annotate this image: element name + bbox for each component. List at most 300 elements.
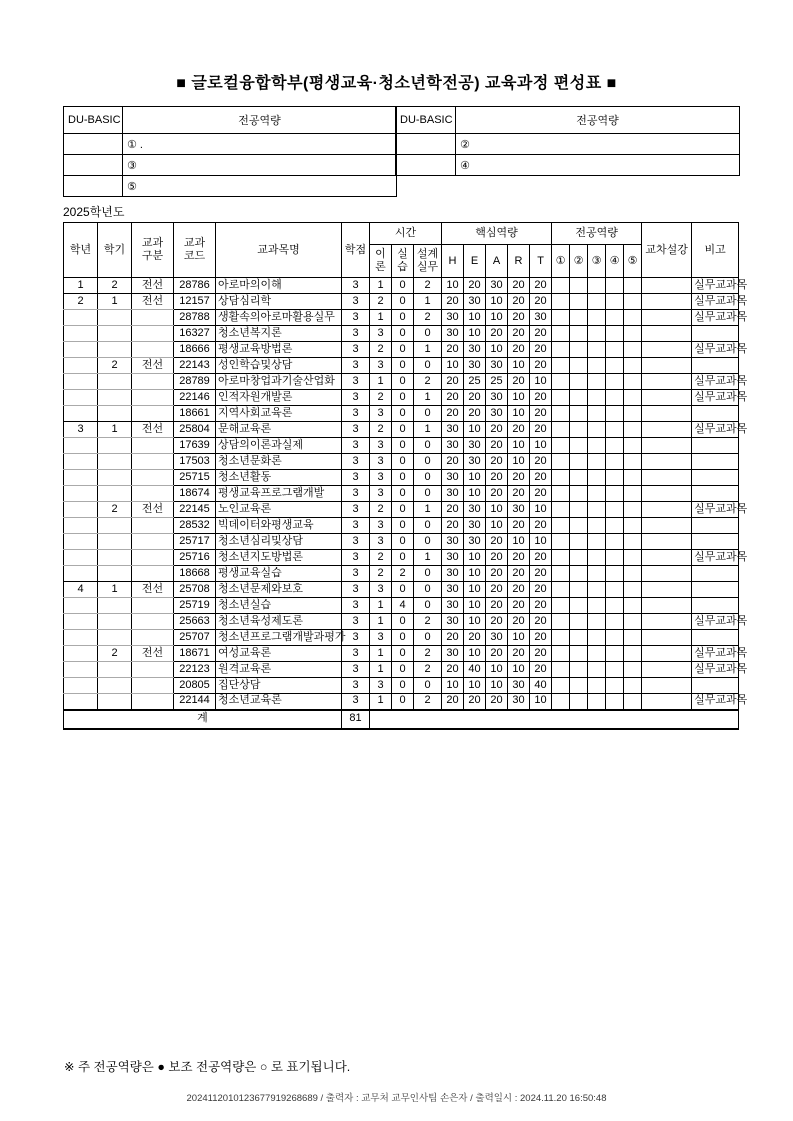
cell-core-e: 30 xyxy=(464,438,486,454)
cell-note xyxy=(692,326,739,342)
cell-major-competency-2 xyxy=(570,358,588,374)
cell-year xyxy=(64,694,98,710)
cell-semester: 2 xyxy=(98,502,132,518)
cell-design-hours: 2 xyxy=(414,374,442,390)
cell-practice-hours: 0 xyxy=(392,630,414,646)
cell-category xyxy=(132,310,174,326)
cell-major-competency-5 xyxy=(624,278,642,294)
cell-core-a: 20 xyxy=(486,646,508,662)
cell-major-competency-5 xyxy=(624,294,642,310)
cell-code: 18671 xyxy=(174,646,216,662)
cell-theory-hours: 3 xyxy=(370,406,392,422)
cell-code: 22145 xyxy=(174,502,216,518)
cell-major-competency-3 xyxy=(588,310,606,326)
cell-major-competency-1 xyxy=(552,486,570,502)
cell-major-competency-3 xyxy=(588,294,606,310)
cell-major-competency-3 xyxy=(588,342,606,358)
header-semester: 학기 xyxy=(98,223,132,278)
cell-course-name: 지역사회교육론 xyxy=(216,406,342,422)
cell-major-competency-4 xyxy=(606,614,624,630)
cell-year xyxy=(64,630,98,646)
cell-course-name: 집단상담 xyxy=(216,678,342,694)
cell-practice-hours: 0 xyxy=(392,294,414,310)
cell-practice-hours: 0 xyxy=(392,310,414,326)
course-row xyxy=(64,486,739,502)
cell-credits: 3 xyxy=(342,422,370,438)
cell-category xyxy=(132,406,174,422)
cell-course-name: 청소년문화론 xyxy=(216,454,342,470)
cell-note: 실무교과목 xyxy=(692,502,739,518)
cell-semester xyxy=(98,374,132,390)
cell-note xyxy=(692,582,739,598)
cell-credits: 3 xyxy=(342,294,370,310)
header-theory: 이 론 xyxy=(370,245,392,278)
cell-core-t: 20 xyxy=(530,294,552,310)
course-row xyxy=(64,454,739,470)
cell-semester xyxy=(98,470,132,486)
cell-category: 전선 xyxy=(132,646,174,662)
cell-core-t: 20 xyxy=(530,278,552,294)
cell-note xyxy=(692,678,739,694)
cell-theory-hours: 2 xyxy=(370,566,392,582)
cell-code: 22143 xyxy=(174,358,216,374)
cell-core-h: 30 xyxy=(442,326,464,342)
cell-core-e: 10 xyxy=(464,470,486,486)
cell-core-e: 20 xyxy=(464,630,486,646)
cell-major-competency-3 xyxy=(588,630,606,646)
cell-major-competency-2 xyxy=(570,326,588,342)
competency-table-right xyxy=(395,106,740,176)
cell-major-competency-2 xyxy=(570,422,588,438)
cell-core-r: 10 xyxy=(508,438,530,454)
cell-major-competency-5 xyxy=(624,614,642,630)
cell-major-competency-1 xyxy=(552,310,570,326)
cell-cross-listing xyxy=(642,374,692,390)
cell-design-hours: 2 xyxy=(414,614,442,630)
cell-core-r: 10 xyxy=(508,358,530,374)
cell-core-t: 40 xyxy=(530,678,552,694)
cell-core-r: 20 xyxy=(508,646,530,662)
cell-major-competency-1 xyxy=(552,358,570,374)
cell-core-t: 20 xyxy=(530,470,552,486)
cell-practice-hours: 0 xyxy=(392,694,414,710)
cell-year xyxy=(64,310,98,326)
cell-course-name: 청소년교육론 xyxy=(216,694,342,710)
du-basic-cell xyxy=(64,155,123,176)
cell-core-a: 10 xyxy=(486,502,508,518)
cell-course-name: 성인학습및상담 xyxy=(216,358,342,374)
cell-core-t: 20 xyxy=(530,326,552,342)
cell-credits: 3 xyxy=(342,550,370,566)
cell-core-t: 20 xyxy=(530,662,552,678)
cell-major-competency-5 xyxy=(624,518,642,534)
cell-design-hours: 0 xyxy=(414,326,442,342)
cell-category xyxy=(132,342,174,358)
cell-cross-listing xyxy=(642,694,692,710)
cell-core-e: 10 xyxy=(464,422,486,438)
cell-core-r: 20 xyxy=(508,518,530,534)
cell-semester xyxy=(98,342,132,358)
header-year: 학년 xyxy=(64,223,98,278)
cell-major-competency-3 xyxy=(588,406,606,422)
cell-cross-listing xyxy=(642,422,692,438)
cell-course-name: 생활속의아로마활용실무 xyxy=(216,310,342,326)
cell-core-a: 10 xyxy=(486,294,508,310)
cell-practice-hours: 0 xyxy=(392,342,414,358)
cell-core-t: 20 xyxy=(530,406,552,422)
cell-core-t: 10 xyxy=(530,694,552,710)
cell-semester: 1 xyxy=(98,294,132,310)
cell-major-competency-1 xyxy=(552,438,570,454)
cell-course-name: 청소년심리및상담 xyxy=(216,534,342,550)
cell-semester: 2 xyxy=(98,358,132,374)
cell-major-competency-4 xyxy=(606,358,624,374)
cell-code: 20805 xyxy=(174,678,216,694)
cell-major-competency-5 xyxy=(624,550,642,566)
cell-theory-hours: 3 xyxy=(370,582,392,598)
cell-theory-hours: 3 xyxy=(370,534,392,550)
total-row xyxy=(64,710,739,729)
cell-core-h: 20 xyxy=(442,662,464,678)
cell-credits: 3 xyxy=(342,566,370,582)
cell-credits: 3 xyxy=(342,646,370,662)
cell-major-competency-3 xyxy=(588,470,606,486)
cell-semester xyxy=(98,678,132,694)
cell-major-competency-5 xyxy=(624,662,642,678)
cell-core-h: 30 xyxy=(442,534,464,550)
cell-practice-hours: 0 xyxy=(392,582,414,598)
cell-core-e: 30 xyxy=(464,342,486,358)
cell-cross-listing xyxy=(642,310,692,326)
cell-credits: 3 xyxy=(342,582,370,598)
cell-major-competency-5 xyxy=(624,598,642,614)
header-code: 교과 코드 xyxy=(174,223,216,278)
cell-note: 실무교과목 xyxy=(692,550,739,566)
header-course-name: 교과목명 xyxy=(216,223,342,278)
cell-core-r: 10 xyxy=(508,390,530,406)
cell-practice-hours: 0 xyxy=(392,662,414,678)
cell-core-a: 20 xyxy=(486,454,508,470)
cell-major-competency-2 xyxy=(570,550,588,566)
cell-year xyxy=(64,406,98,422)
cell-major-competency-5 xyxy=(624,630,642,646)
cell-note: 실무교과목 xyxy=(692,390,739,406)
cell-major-competency-1 xyxy=(552,550,570,566)
cell-design-hours: 0 xyxy=(414,630,442,646)
cell-semester xyxy=(98,694,132,710)
cell-design-hours: 2 xyxy=(414,646,442,662)
du-basic-cell xyxy=(64,134,123,155)
cell-core-r: 20 xyxy=(508,278,530,294)
legend-footnote: ※ 주 전공역량은 ● 보조 전공역량은 ○ 로 표기됩니다. xyxy=(64,1060,351,1074)
course-row xyxy=(64,310,739,326)
cell-major-competency-5 xyxy=(624,694,642,710)
cell-core-a: 10 xyxy=(486,678,508,694)
cell-core-a: 30 xyxy=(486,358,508,374)
cell-core-e: 30 xyxy=(464,358,486,374)
cell-core-t: 20 xyxy=(530,582,552,598)
cell-core-h: 20 xyxy=(442,406,464,422)
cell-core-a: 30 xyxy=(486,406,508,422)
cell-core-a: 20 xyxy=(486,422,508,438)
cell-major-competency-3 xyxy=(588,582,606,598)
cell-practice-hours: 0 xyxy=(392,678,414,694)
course-row xyxy=(64,438,739,454)
cell-core-e: 30 xyxy=(464,454,486,470)
course-row xyxy=(64,518,739,534)
cell-major-competency-1 xyxy=(552,390,570,406)
cell-core-t: 20 xyxy=(530,342,552,358)
cell-theory-hours: 3 xyxy=(370,470,392,486)
cell-credits: 3 xyxy=(342,278,370,294)
cell-design-hours: 2 xyxy=(414,662,442,678)
cell-practice-hours: 0 xyxy=(392,278,414,294)
cell-semester xyxy=(98,406,132,422)
cell-major-competency-1 xyxy=(552,518,570,534)
course-row xyxy=(64,534,739,550)
cell-core-r: 10 xyxy=(508,454,530,470)
cell-major-competency-2 xyxy=(570,534,588,550)
cell-semester xyxy=(98,550,132,566)
course-row xyxy=(64,662,739,678)
cell-note xyxy=(692,470,739,486)
cell-cross-listing xyxy=(642,390,692,406)
cell-major-competency-4 xyxy=(606,294,624,310)
cell-category xyxy=(132,486,174,502)
cell-core-h: 30 xyxy=(442,614,464,630)
cell-major-competency-1 xyxy=(552,374,570,390)
cell-major-competency-4 xyxy=(606,534,624,550)
cell-core-e: 30 xyxy=(464,518,486,534)
cell-core-t: 20 xyxy=(530,630,552,646)
cell-category: 전선 xyxy=(132,502,174,518)
cell-major-competency-1 xyxy=(552,582,570,598)
cell-core-h: 30 xyxy=(442,566,464,582)
cell-credits: 3 xyxy=(342,678,370,694)
cell-cross-listing xyxy=(642,358,692,374)
course-row xyxy=(64,358,739,374)
header-core-a: A xyxy=(486,245,508,278)
cell-core-r: 20 xyxy=(508,550,530,566)
cell-major-competency-1 xyxy=(552,630,570,646)
cell-cross-listing xyxy=(642,678,692,694)
cell-note xyxy=(692,454,739,470)
cell-year: 4 xyxy=(64,582,98,598)
cell-design-hours: 1 xyxy=(414,294,442,310)
course-row xyxy=(64,630,739,646)
cell-design-hours: 0 xyxy=(414,534,442,550)
cell-design-hours: 0 xyxy=(414,582,442,598)
cell-course-name: 평생교육방법론 xyxy=(216,342,342,358)
cell-year: 2 xyxy=(64,294,98,310)
cell-theory-hours: 3 xyxy=(370,438,392,454)
cell-major-competency-3 xyxy=(588,326,606,342)
cell-core-h: 30 xyxy=(442,582,464,598)
cell-practice-hours: 0 xyxy=(392,422,414,438)
cell-course-name: 아로마창업과기술산업화 xyxy=(216,374,342,390)
cell-core-a: 20 xyxy=(486,550,508,566)
cell-major-competency-4 xyxy=(606,342,624,358)
cell-category xyxy=(132,374,174,390)
cell-core-h: 20 xyxy=(442,374,464,390)
cell-core-h: 10 xyxy=(442,678,464,694)
cell-semester xyxy=(98,630,132,646)
cell-code: 22144 xyxy=(174,694,216,710)
cell-major-competency-2 xyxy=(570,342,588,358)
cell-code: 28786 xyxy=(174,278,216,294)
cell-major-competency-3 xyxy=(588,454,606,470)
cell-theory-hours: 2 xyxy=(370,550,392,566)
cell-code: 17639 xyxy=(174,438,216,454)
cell-year xyxy=(64,358,98,374)
cell-major-competency-2 xyxy=(570,278,588,294)
cell-core-r: 20 xyxy=(508,342,530,358)
cell-code: 25716 xyxy=(174,550,216,566)
cell-cross-listing xyxy=(642,646,692,662)
cell-course-name: 인적자원개발론 xyxy=(216,390,342,406)
cell-code: 18668 xyxy=(174,566,216,582)
cell-major-competency-2 xyxy=(570,646,588,662)
cell-major-competency-3 xyxy=(588,518,606,534)
cell-major-competency-4 xyxy=(606,310,624,326)
cell-major-competency-2 xyxy=(570,566,588,582)
cell-year xyxy=(64,486,98,502)
cell-major-competency-2 xyxy=(570,438,588,454)
cell-theory-hours: 3 xyxy=(370,518,392,534)
cell-credits: 3 xyxy=(342,358,370,374)
cell-cross-listing xyxy=(642,406,692,422)
cell-major-competency-4 xyxy=(606,390,624,406)
cell-major-competency-4 xyxy=(606,438,624,454)
cell-cross-listing xyxy=(642,598,692,614)
cell-code: 25715 xyxy=(174,470,216,486)
cell-course-name: 빅데이터와평생교육 xyxy=(216,518,342,534)
cell-core-t: 20 xyxy=(530,486,552,502)
cell-credits: 3 xyxy=(342,486,370,502)
cell-cross-listing xyxy=(642,614,692,630)
cell-core-e: 10 xyxy=(464,550,486,566)
cell-major-competency-2 xyxy=(570,630,588,646)
cell-design-hours: 2 xyxy=(414,694,442,710)
cell-major-competency-4 xyxy=(606,454,624,470)
cell-major-competency-5 xyxy=(624,454,642,470)
cell-semester xyxy=(98,486,132,502)
cell-core-r: 10 xyxy=(508,534,530,550)
cell-year xyxy=(64,390,98,406)
cell-major-competency-3 xyxy=(588,662,606,678)
course-row xyxy=(64,598,739,614)
cell-credits: 3 xyxy=(342,598,370,614)
cell-core-t: 20 xyxy=(530,454,552,470)
cell-core-a: 20 xyxy=(486,470,508,486)
cell-major-competency-4 xyxy=(606,630,624,646)
cell-category xyxy=(132,694,174,710)
cell-core-h: 30 xyxy=(442,598,464,614)
print-footer: 2024112010123677919268689 / 출력자 : 교무처 교무인사팀 손은자 / 출력일시 : 2024.11.20 16:50:48 xyxy=(186,1093,607,1104)
cell-major-competency-2 xyxy=(570,678,588,694)
cell-core-a: 20 xyxy=(486,326,508,342)
cell-practice-hours: 0 xyxy=(392,502,414,518)
cell-major-competency-1 xyxy=(552,694,570,710)
course-row xyxy=(64,646,739,662)
cell-core-h: 20 xyxy=(442,694,464,710)
cell-course-name: 청소년활동 xyxy=(216,470,342,486)
cell-cross-listing xyxy=(642,470,692,486)
cell-core-e: 20 xyxy=(464,390,486,406)
du-basic-cell xyxy=(64,176,123,197)
cell-core-t: 20 xyxy=(530,646,552,662)
cell-major-competency-5 xyxy=(624,486,642,502)
cell-major-competency-3 xyxy=(588,390,606,406)
cell-core-e: 20 xyxy=(464,278,486,294)
cell-cross-listing xyxy=(642,454,692,470)
cell-core-t: 20 xyxy=(530,550,552,566)
course-row xyxy=(64,550,739,566)
course-row xyxy=(64,566,739,582)
cell-core-t: 10 xyxy=(530,502,552,518)
major-competency-item-3: ③ xyxy=(123,155,397,176)
cell-credits: 3 xyxy=(342,310,370,326)
cell-major-competency-4 xyxy=(606,326,624,342)
cell-credits: 3 xyxy=(342,534,370,550)
cell-major-competency-2 xyxy=(570,614,588,630)
cell-core-h: 20 xyxy=(442,294,464,310)
cell-design-hours: 1 xyxy=(414,342,442,358)
cell-year xyxy=(64,470,98,486)
cell-cross-listing xyxy=(642,486,692,502)
cell-credits: 3 xyxy=(342,518,370,534)
cell-course-name: 상담의이론과실제 xyxy=(216,438,342,454)
cell-code: 25663 xyxy=(174,614,216,630)
cell-core-h: 20 xyxy=(442,390,464,406)
cell-code: 28788 xyxy=(174,310,216,326)
cell-major-competency-5 xyxy=(624,390,642,406)
major-competency-header-left: 전공역량 xyxy=(123,107,397,134)
cell-course-name: 평생교육프로그램개발 xyxy=(216,486,342,502)
cell-course-name: 청소년육성제도론 xyxy=(216,614,342,630)
cell-core-a: 25 xyxy=(486,374,508,390)
cell-code: 17503 xyxy=(174,454,216,470)
cell-cross-listing xyxy=(642,326,692,342)
cell-major-competency-5 xyxy=(624,342,642,358)
cell-major-competency-5 xyxy=(624,566,642,582)
cell-major-competency-3 xyxy=(588,486,606,502)
cell-semester: 1 xyxy=(98,422,132,438)
cell-category xyxy=(132,438,174,454)
cell-note xyxy=(692,518,739,534)
cell-core-h: 10 xyxy=(442,358,464,374)
cell-design-hours: 0 xyxy=(414,566,442,582)
cell-major-competency-3 xyxy=(588,534,606,550)
cell-practice-hours: 0 xyxy=(392,614,414,630)
cell-theory-hours: 3 xyxy=(370,326,392,342)
du-basic-header-left: DU-BASIC xyxy=(64,107,123,134)
cell-practice-hours: 0 xyxy=(392,390,414,406)
cell-year xyxy=(64,534,98,550)
du-basic-header-right: DU-BASIC xyxy=(396,107,456,134)
cell-core-a: 20 xyxy=(486,438,508,454)
cell-core-a: 30 xyxy=(486,390,508,406)
course-row xyxy=(64,342,739,358)
cell-category xyxy=(132,534,174,550)
cell-credits: 3 xyxy=(342,406,370,422)
cell-course-name: 청소년프로그램개발과평가 xyxy=(216,630,342,646)
cell-theory-hours: 2 xyxy=(370,422,392,438)
cell-core-t: 30 xyxy=(530,310,552,326)
cell-code: 25804 xyxy=(174,422,216,438)
cell-core-t: 20 xyxy=(530,598,552,614)
cell-semester xyxy=(98,310,132,326)
